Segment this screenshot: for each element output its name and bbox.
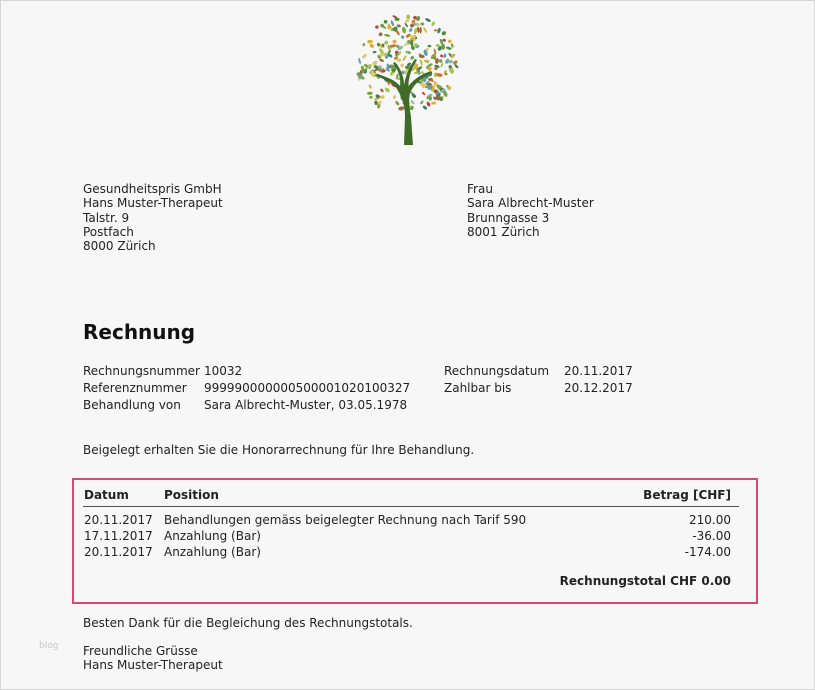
meta-row	[444, 363, 633, 380]
leaf-shape	[404, 19, 410, 23]
leaf-shape	[378, 32, 383, 37]
header-position: Position	[164, 488, 219, 502]
header-date: Datum	[84, 488, 129, 502]
leaf-shape	[440, 62, 444, 67]
meta-value: 20.11.2017	[564, 364, 633, 378]
leaf-shape	[443, 53, 446, 58]
leaf-shape	[431, 21, 436, 26]
sender-address	[83, 182, 223, 253]
signature-text: Hans Muster-Therapeut	[83, 658, 223, 672]
meta-row	[83, 363, 410, 380]
row-date: 20.11.2017	[84, 545, 153, 559]
leaf-shape	[421, 91, 425, 95]
meta-value: 20.12.2017	[564, 381, 633, 395]
row-amount: -174.00	[684, 545, 731, 559]
header-amount: Betrag [CHF]	[643, 488, 731, 502]
meta-key: Zahlbar bis	[444, 381, 512, 395]
meta-row	[83, 397, 410, 414]
leaf-shape	[358, 58, 362, 65]
meta-key: Rechnungsnummer	[83, 364, 200, 378]
leaf-shape	[410, 99, 415, 104]
leaf-shape	[440, 54, 444, 58]
leaf-shape	[400, 63, 405, 68]
leaf-shape	[420, 22, 424, 25]
recipient-city: 8001 Zürich	[467, 224, 540, 239]
header-divider	[83, 506, 739, 507]
recipient-salutation: Frau	[467, 182, 493, 196]
invoice-meta-left	[83, 363, 410, 414]
meta-value: 999990000000500001020100327	[204, 381, 411, 395]
leaf-shape	[404, 22, 408, 27]
row-amount: 210.00	[689, 513, 731, 527]
leaf-shape	[410, 55, 415, 60]
leaf-shape	[425, 17, 432, 22]
closing-text: Freundliche Grüsse	[83, 644, 198, 658]
leaf-shape	[368, 84, 372, 89]
leaf-shape	[419, 27, 422, 34]
sender-pobox: Postfach	[83, 224, 134, 239]
leaf-shape	[373, 51, 377, 54]
leaf-shape	[401, 26, 406, 33]
meta-key: Referenznummer	[83, 381, 187, 395]
leaf-shape	[441, 30, 447, 36]
leaf-shape	[450, 43, 454, 48]
leaf-shape	[447, 39, 452, 44]
leaf-shape	[375, 25, 380, 30]
meta-key: Rechnungsdatum	[444, 364, 550, 378]
row-position: Anzahlung (Bar)	[164, 545, 261, 559]
leaf-shape	[369, 95, 373, 99]
leaf-shape	[393, 95, 396, 99]
sender-city: 8000 Zürich	[83, 239, 156, 254]
leaf-shape	[426, 101, 431, 107]
leaf-shape	[361, 53, 367, 59]
invoice-meta-right	[444, 363, 633, 397]
recipient-address	[467, 182, 594, 239]
leaf-shape	[369, 43, 375, 49]
sender-company: Gesundheitspris GmbH	[83, 182, 222, 196]
leaf-shape	[379, 95, 385, 100]
leaf-shape	[384, 33, 391, 37]
leaf-shape	[434, 29, 438, 31]
row-position: Behandlungen gemäss beigelegter Rechnung nach Tarif 590	[164, 513, 527, 527]
leaf-shape	[384, 40, 389, 45]
leaf-shape	[392, 39, 397, 43]
leaf-shape	[439, 59, 443, 64]
leaf-shape	[427, 45, 431, 48]
leaf-shape	[367, 40, 373, 44]
leaf-shape	[394, 100, 400, 106]
leaf-shape	[437, 27, 442, 33]
leaf-shape	[419, 59, 423, 66]
leaf-shape	[420, 100, 424, 105]
leaf-shape	[446, 46, 452, 50]
tree-logo-icon	[353, 13, 461, 145]
leaf-shape	[380, 88, 385, 93]
row-amount: -36.00	[692, 529, 731, 543]
meta-value: 10032	[204, 364, 243, 378]
row-date: 17.11.2017	[84, 529, 153, 543]
watermark: blog	[39, 641, 59, 651]
invoice-table-highlight	[72, 478, 758, 604]
meta-row	[444, 380, 633, 397]
meta-row	[83, 380, 410, 397]
leaf-shape	[406, 14, 411, 19]
thanks-text: Besten Dank für die Begleichung des Rechnungstotals.	[83, 616, 413, 630]
leaf-shape	[379, 58, 385, 63]
leaf-shape	[384, 20, 388, 24]
leaf-shape	[362, 43, 366, 47]
intro-text: Beigelegt erhalten Sie die Honorarrechnung für Ihre Behandlung.	[83, 443, 475, 457]
invoice-title: Rechnung	[83, 320, 196, 344]
leaf-shape	[402, 55, 407, 62]
leaf-shape	[398, 106, 405, 111]
meta-value: Sara Albrecht-Muster, 03.05.1978	[204, 398, 408, 412]
meta-key: Behandlung von	[83, 398, 181, 412]
leaf-shape	[396, 24, 401, 28]
sender-street: Talstr. 9	[83, 210, 130, 225]
leaf-shape	[401, 35, 405, 39]
leaf-shape	[367, 91, 373, 95]
invoice-total: Rechnungstotal CHF 0.00	[559, 574, 731, 588]
sender-name: Hans Muster-Therapeut	[83, 196, 223, 211]
leaf-shape	[384, 87, 391, 93]
leaf-shape	[390, 20, 395, 27]
recipient-name: Sara Albrecht-Muster	[467, 196, 594, 211]
leaf-shape	[423, 27, 428, 34]
recipient-street: Brunngasse 3	[467, 210, 550, 225]
leaf-shape	[431, 102, 436, 105]
leaf-shape	[408, 28, 413, 33]
row-date: 20.11.2017	[84, 513, 153, 527]
row-position: Anzahlung (Bar)	[164, 529, 261, 543]
leaf-shape	[394, 18, 399, 22]
leaf-shape	[387, 23, 390, 30]
leaf-shape	[422, 105, 428, 110]
